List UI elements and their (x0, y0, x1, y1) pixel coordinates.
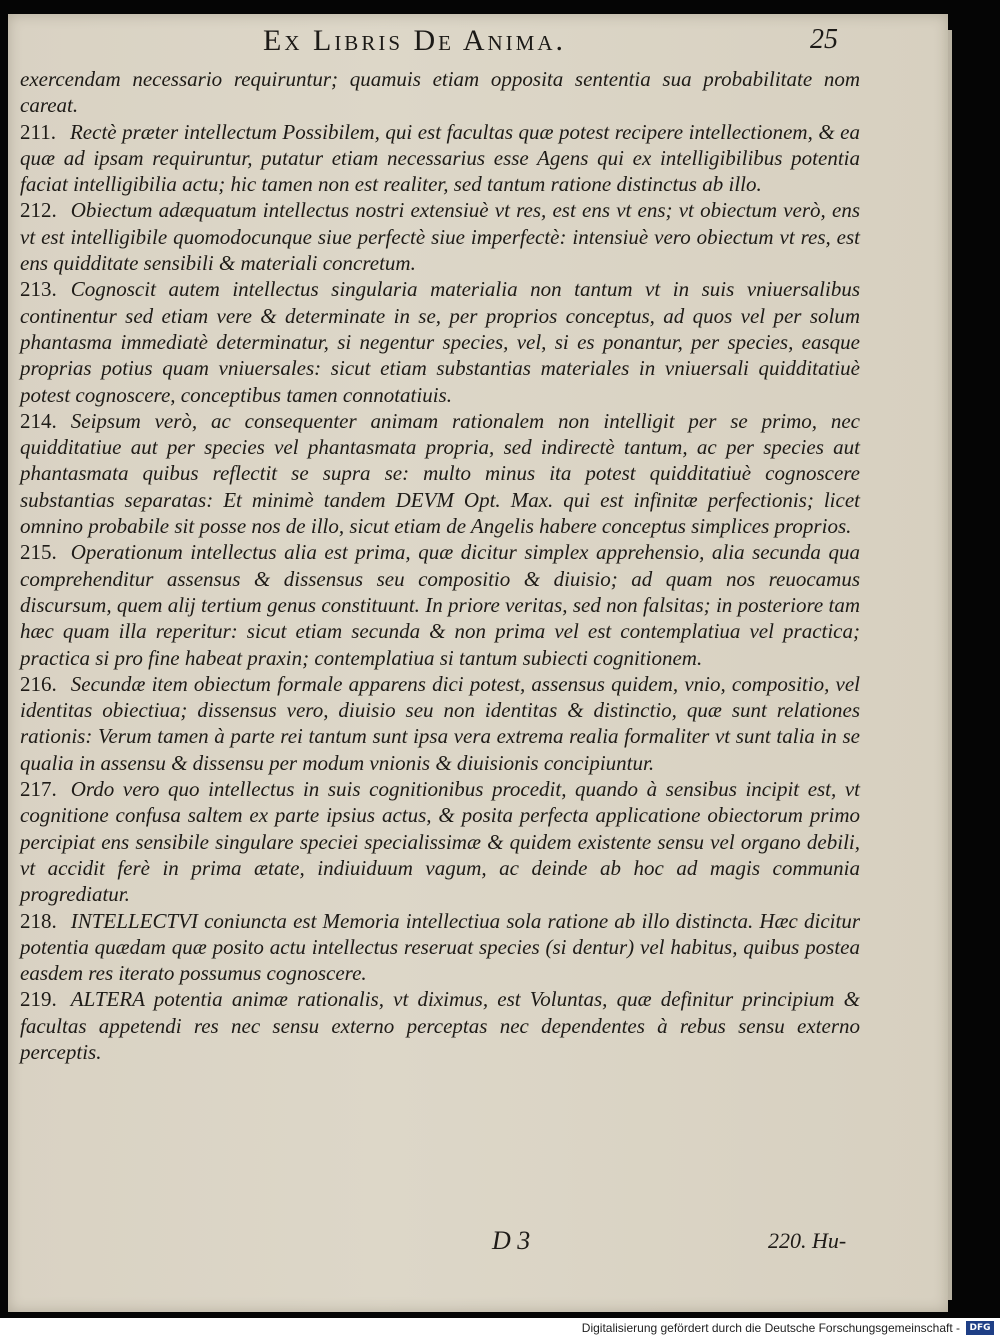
paragraph-number: 218. (20, 908, 57, 933)
paragraph-218 (20, 908, 860, 987)
paragraph-216 (20, 671, 860, 776)
paragraph-number: 216. (20, 671, 57, 696)
page-edge (948, 30, 952, 1300)
paragraph-text: Obiectum adæquatum intellectus nostri extensiuè vt res, est ens vt ens; vt obiectum verò, ens vt est intelligibile quomodocunque siue perfectè siue imperfectè: intensiuè vero obiectum vt res, est ens quidditate sensibili & materiali concretum. (20, 198, 860, 276)
page-header (8, 22, 948, 62)
paragraph-215 (20, 539, 860, 670)
paragraph-number: 217. (20, 777, 57, 802)
paragraph-number: 219. (20, 987, 57, 1012)
paragraph-number: 211. (20, 119, 56, 144)
credit-bar (0, 1318, 1000, 1340)
paragraph-211 (20, 119, 860, 198)
paragraph-text: Secundæ item obiectum formale apparens dici potest, assensus quidem, vnio, compositio, vel identitas obiectiua; dissensus vero, diuisio seu non identitas & distinctio, quæ sunt relationes rationis: Verum tamen à parte rei tantum sunt ipsa vera extrema realia formaliter vt sunt talia in se qualia in assensu & dissensu per modum vnionis & diuisionis concipiuntur. (20, 671, 860, 775)
paragraph-text: INTELLECTVI coniuncta est Memoria intellectiua sola ratione ab illo distincta. Hæc dicitur potentia quædam quæ posito actu intellectus reseruat species (si dentur) vel habitus, quibus postea easdem res iterato possumus cognoscere. (20, 908, 860, 986)
paragraph-212 (20, 197, 860, 276)
paragraph-text: ALTERA potentia animæ rationalis, vt diximus, est Voluntas, quæ definitur principium & facultas appetendi res nec sensu externo perceptas nec dependentes à rebus sensu externo perceptis. (20, 987, 860, 1064)
paragraph-text: Operationum intellectus alia est prima, quæ dicitur simplex apprehensio, alia secunda qua comprehenditur assensus & dissensus seu compositio & diuisio; ad quam nos reuocamus discursum, quem alij tertium genus constituunt. In priore veritas, sed non falsitas; in posteriore tam hæc quam illa reperitur: sicut etiam secunda & non prima vel est contemplatiua vel practica; practica si pro fine habeat praxin; contemplatiua si tantum subiecti cognitionem. (20, 540, 860, 670)
paragraph-number: 215. (20, 540, 57, 565)
paragraph-214 (20, 408, 860, 539)
signature-mark: D 3 (492, 1226, 531, 1255)
paragraph-number: 214. (20, 408, 57, 433)
book-page (8, 14, 948, 1312)
funding-credit: Digitalisierung gefördert durch die Deutsche Forschungsgemeinschaft - (581, 1321, 960, 1335)
paragraph-219 (20, 986, 860, 1065)
paragraph-number: 212. (20, 198, 57, 223)
paragraph-217 (20, 776, 860, 907)
paragraph-213 (20, 276, 860, 407)
paragraph-number: 213. (20, 277, 57, 302)
dfg-logo-icon: DFG (966, 1321, 994, 1335)
running-title: Ex Libris De Anima. (263, 24, 566, 57)
catchword: 220. Hu- (768, 1228, 847, 1253)
paragraph-text: Ordo vero quo intellectus in suis cognitionibus procedit, quando à sensibus incipit est, vt cognitione confusa saltem ex parte ipsius actus, & posita perfecta applicatione obiectorum primo percipiat ens sensibile singulare speciei specialissimæ & quidem existente sensu vel organo debili, vt accidit ferè in prima ætate, indiuiduum vagum, ac deinde ab hoc ad magis communia progrediatur. (20, 777, 860, 907)
continuation-text: exercendam necessario requiruntur; quamuis etiam opposita sententia sua probabilitate nom careat. (20, 67, 860, 118)
paragraph-text: Cognoscit autem intellectus singularia materialia non tantum vt in suis vniuersalibus continentur sed etiam vere & determinate in se, per proprios conceptus, ad quos vel per solum phantasma immediatè determinatur, si negentur species, vel, si es ponantur, per species, easque proprias potius quam vniuersales: sicut etiam substantias materiales in vniuersali quidditatiuè potest cognoscere, conceptibus tamen connotatiuis. (20, 277, 860, 407)
paragraph-text: Rectè præter intellectum Possibilem, qui est facultas quæ potest recipere intellectionem, & ea quæ ad ipsam requiruntur, putatur etiam necessarius esse Agens qui ex intelligibilibus potentia faciat intelligibilia actu; hic tamen non est realiter, sed tantum ratione distinctus ab illo. (20, 119, 860, 197)
body-text (20, 66, 860, 1065)
page-number: 25 (810, 24, 838, 55)
paragraph-text: Seipsum verò, ac consequenter animam rationalem non intelligit per se primo, nec quidditatiue aut per species vel phantasmata propria, sed indirectè tantum, ac per species aut phantasmata quibus reflectit se supra se: multo minus ita potest quidditatiuè cognoscere substantias separatas: Et minimè tandem DEVM Opt. Max. qui est infinitæ perfectionis; licet omnino probabile sit posse nos de illo, sicut etiam de Angelis habere conceptus simplices proprios. (20, 408, 860, 539)
